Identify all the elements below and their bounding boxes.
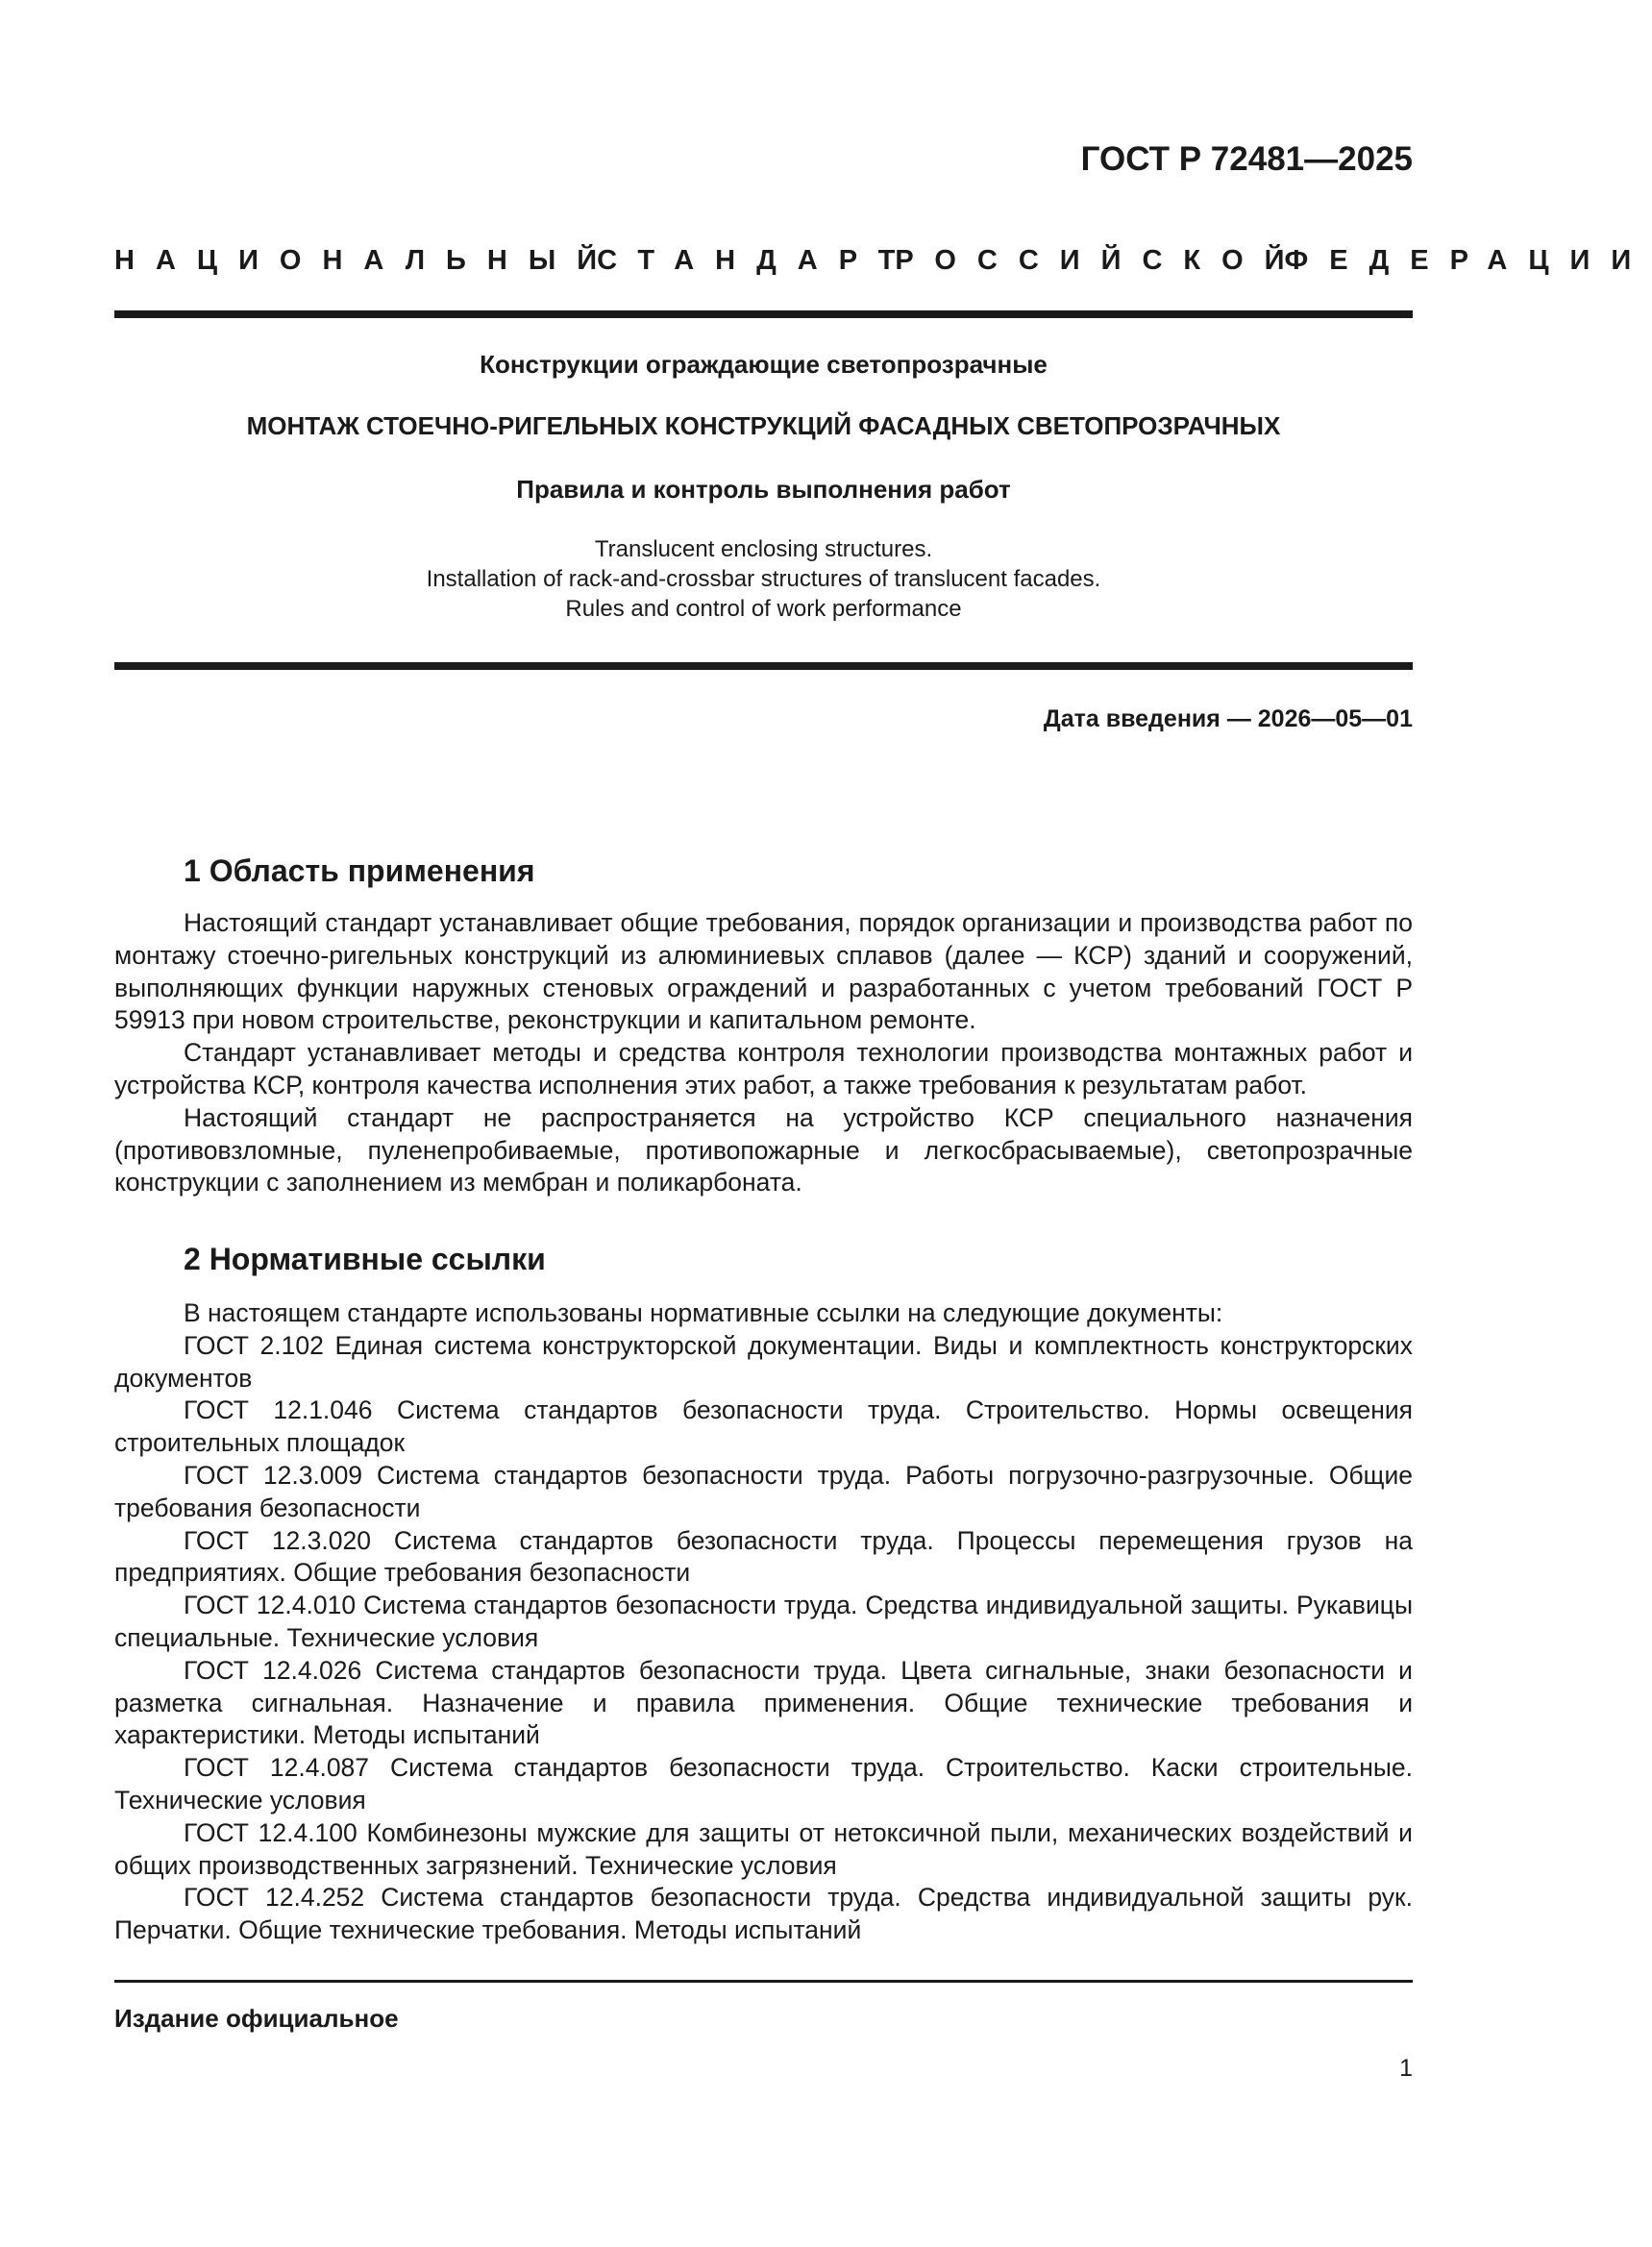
national-standard-banner xyxy=(114,245,1652,277)
page-number: 1 xyxy=(1399,2055,1413,2082)
banner-word: НАЦИОНАЛЬНЫЙ xyxy=(114,245,619,276)
reference-item: ГОСТ 2.102 Единая система конструкторской документации. Виды и комплектность конструкторских документов xyxy=(114,1330,1413,1393)
paragraph: В настоящем стандарте использованы нормативные ссылки на следующие документы: xyxy=(184,1298,1223,1327)
banner-word: СТАНДАРТ xyxy=(597,245,917,276)
footer-divider xyxy=(114,1980,1413,1983)
english-title-line: Translucent enclosing structures. xyxy=(594,536,933,562)
english-title-line: Rules and control of work performance xyxy=(565,596,962,622)
reference-item: ГОСТ 12.4.026 Система стандартов безопасности труда. Цвета сигнальные, знаки безопасности и разметка сигнальная. Назначение и правила применения. Общие технические требования и характеристики. Методы испытаний xyxy=(114,1655,1413,1750)
banner-word: ФЕДЕРАЦИИ xyxy=(1284,245,1652,276)
reference-item: ГОСТ 12.4.010 Система стандартов безопасности труда. Средства индивидуальной защиты. Рукавицы специальные. Технические условия xyxy=(114,1591,1413,1652)
paragraph: Настоящий стандарт не распространяется на устройство КСР специального назначения (противовзломные, пуленепробиваемые, противопожарные и легкосбрасываемые), светопрозрачные конструкции с заполнением из мембран и поликарбоната. xyxy=(114,1102,1413,1198)
official-edition-label: Издание официальное xyxy=(114,2004,399,2033)
section-1-body xyxy=(114,907,1413,1199)
standard-designation: ГОСТ Р 72481—2025 xyxy=(1080,140,1413,178)
reference-item: ГОСТ 12.3.009 Система стандартов безопасности труда. Работы погрузочно-разгрузочные. Общие требования безопасности xyxy=(114,1460,1413,1522)
title-main: МОНТАЖ СТОЕЧНО-РИГЕЛЬНЫХ КОНСТРУКЦИЙ ФАСАДНЫХ СВЕТОПРОЗРАЧНЫХ xyxy=(246,411,1281,440)
title-divider xyxy=(114,662,1413,670)
introduction-date: Дата введения — 2026—05—01 xyxy=(1043,705,1413,732)
reference-item: ГОСТ 12.3.020 Система стандартов безопасности труда. Процессы перемещения грузов на предприятиях. Общие требования безопасности xyxy=(114,1525,1413,1588)
english-title-line: Installation of rack-and-crossbar structures of translucent facades. xyxy=(426,566,1101,592)
banner-word: РОССИЙСКОЙ xyxy=(895,245,1306,276)
title-group: Конструкции ограждающие светопрозрачные xyxy=(480,350,1048,379)
reference-item: ГОСТ 12.4.100 Комбинезоны мужские для защиты от нетоксичной пыли, механических воздействий и общих производственных загрязнений. Технические условия xyxy=(114,1817,1413,1880)
header-divider xyxy=(114,310,1413,318)
paragraph: Настоящий стандарт устанавливает общие требования, порядок организации и производства работ по монтажу стоечно-ригельных конструкций из алюминиевых сплавов (далее — КСР) зданий и сооружений, выполняющих функции наружных стеновых ограждений и разработанных с учетом требований ГОСТ Р 59913 при новом строительстве, реконструкции и капитальном ремонте. xyxy=(114,908,1413,1035)
section-heading: 2 Нормативные ссылки xyxy=(184,1242,546,1276)
reference-item: ГОСТ 12.1.046 Система стандартов безопасности труда. Строительство. Нормы освещения строительных площадок xyxy=(114,1395,1413,1458)
paragraph: Стандарт устанавливает методы и средства контроля технологии производства монтажных работ и устройства КСР, контроля качества исполнения этих работ, а также требования к результатам работ. xyxy=(114,1038,1413,1099)
title-subtitle: Правила и контроль выполнения работ xyxy=(516,475,1011,504)
section-heading: 1 Область применения xyxy=(184,853,535,888)
reference-item: ГОСТ 12.4.087 Система стандартов безопасности труда. Строительство. Каски строительные. Технические условия xyxy=(114,1753,1413,1815)
section-2-body xyxy=(114,1297,1413,1947)
reference-item: ГОСТ 12.4.252 Система стандартов безопасности труда. Средства индивидуальной защиты рук. Перчатки. Общие технические требования. Методы испытаний xyxy=(114,1883,1413,1945)
